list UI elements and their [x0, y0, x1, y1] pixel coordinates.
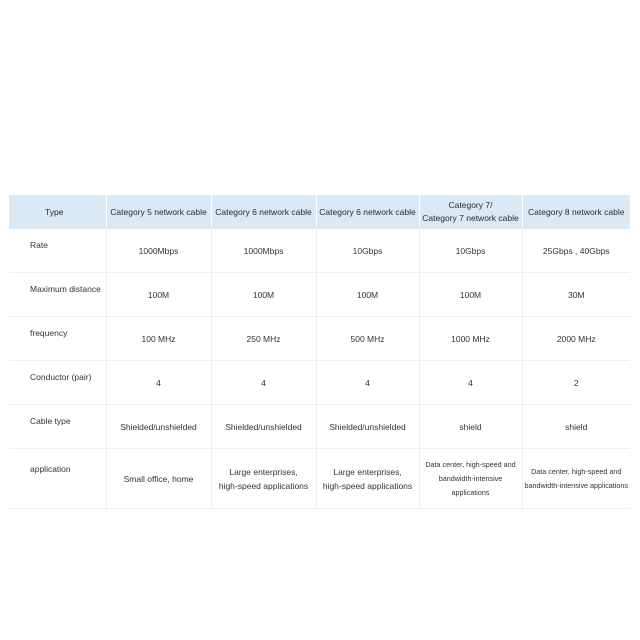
- table-cell: 4: [419, 361, 522, 405]
- cell-line: Small office, home: [123, 473, 194, 484]
- table-cell: 25Gbps , 40Gbps: [522, 229, 630, 273]
- cable-comparison-table: [9, 195, 630, 509]
- table-row-distance: [9, 273, 630, 317]
- cell-line: Large enterprises,: [229, 466, 298, 477]
- cell-line: bandwidth-intensive applications: [438, 473, 503, 497]
- table-cell: shield: [522, 405, 630, 449]
- table-cell: 4: [106, 361, 211, 405]
- table-cell: 100M: [106, 273, 211, 317]
- header-cat7-line2: Category 7 network cable: [422, 213, 519, 223]
- row-label: application: [9, 449, 106, 509]
- table-cell: 30M: [522, 273, 630, 317]
- header-cat5: Category 5 network cable: [106, 195, 211, 229]
- row-label: frequency: [9, 317, 106, 361]
- table-cell: [211, 449, 316, 509]
- table-row-rate: [9, 229, 630, 273]
- table-cell: 10Gbps: [419, 229, 522, 273]
- cell-line: Large enterprises,: [333, 466, 402, 477]
- table-row-conductor: [9, 361, 630, 405]
- row-label: Cable type: [9, 405, 106, 449]
- cell-line: Data center, high-speed and: [425, 459, 516, 469]
- table-cell: Shielded/unshielded: [211, 405, 316, 449]
- table-cell: 1000Mbps: [211, 229, 316, 273]
- table-row-frequency: [9, 317, 630, 361]
- table-cell: 100M: [316, 273, 419, 317]
- table-cell: Shielded/unshielded: [316, 405, 419, 449]
- table-cell: 1000Mbps: [106, 229, 211, 273]
- header-type: Type: [9, 195, 106, 229]
- table-cell: 4: [316, 361, 419, 405]
- table-cell: [522, 449, 630, 509]
- table-cell: [106, 449, 211, 509]
- table-cell: [419, 449, 522, 509]
- header-cat7: [419, 195, 522, 229]
- table-cell: 500 MHz: [316, 317, 419, 361]
- table-cell: shield: [419, 405, 522, 449]
- row-label: Conductor (pair): [9, 361, 106, 405]
- header-row: [9, 195, 630, 229]
- table-row-application: [9, 449, 630, 509]
- row-label: Maximum distance: [9, 273, 106, 317]
- table-cell: 2000 MHz: [522, 317, 630, 361]
- row-label: Rate: [9, 229, 106, 273]
- cell-line: Data center, high-speed and: [531, 466, 622, 476]
- header-cat8: Category 8 network cable: [522, 195, 630, 229]
- cell-line: high-speed applications: [322, 480, 413, 491]
- cell-line: bandwidth-intensive applications: [524, 480, 628, 490]
- table-row-cable-type: [9, 405, 630, 449]
- table-cell: 100 MHz: [106, 317, 211, 361]
- header-cat6-alt: Category 6 network cable: [316, 195, 419, 229]
- table-cell: 4: [211, 361, 316, 405]
- table-cell: 250 MHz: [211, 317, 316, 361]
- table-cell: 100M: [211, 273, 316, 317]
- table-cell: 1000 MHz: [419, 317, 522, 361]
- table-cell: 2: [522, 361, 630, 405]
- table-cell: [316, 449, 419, 509]
- table-cell: 10Gbps: [316, 229, 419, 273]
- table-cell: 100M: [419, 273, 522, 317]
- cell-line: high-speed applications: [218, 480, 309, 491]
- table-cell: Shielded/unshielded: [106, 405, 211, 449]
- header-cat7-line1: Category 7/: [448, 200, 493, 210]
- header-cat6: Category 6 network cable: [211, 195, 316, 229]
